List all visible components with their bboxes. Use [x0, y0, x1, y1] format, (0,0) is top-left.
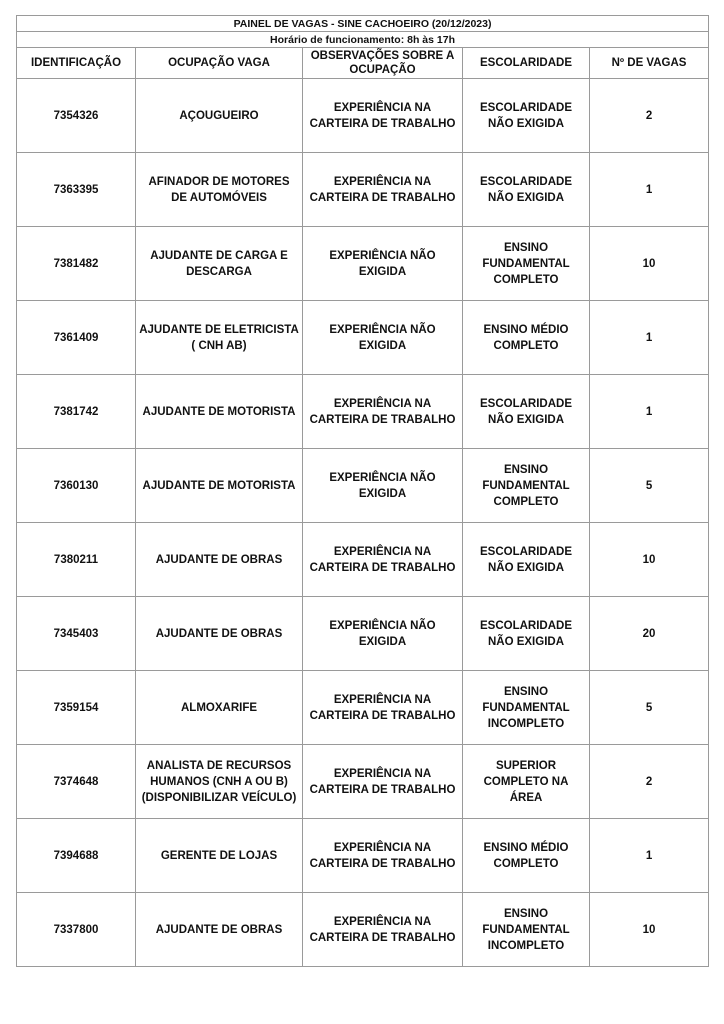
occupation: AJUDANTE DE OBRAS	[136, 597, 303, 671]
vacancy-count: 10	[590, 893, 709, 967]
vacancy-count: 5	[590, 449, 709, 523]
vacancy-id: 7381482	[17, 227, 136, 301]
table-body	[17, 79, 709, 967]
table-row	[17, 301, 709, 375]
education: ENSINO FUNDAMENTAL INCOMPLETO	[463, 893, 590, 967]
occupation: AFINADOR DE MOTORES DE AUTOMÓVEIS	[136, 153, 303, 227]
occupation: AJUDANTE DE OBRAS	[136, 523, 303, 597]
education: ESCOLARIDADE NÃO EXIGIDA	[463, 79, 590, 153]
education: ENSINO FUNDAMENTAL COMPLETO	[463, 449, 590, 523]
vacancy-id: 7345403	[17, 597, 136, 671]
education: SUPERIOR COMPLETO NA ÁREA	[463, 745, 590, 819]
observations: EXPERIÊNCIA NA CARTEIRA DE TRABALHO	[303, 819, 463, 893]
table-row	[17, 523, 709, 597]
occupation: AJUDANTE DE MOTORISTA	[136, 375, 303, 449]
column-header-education: ESCOLARIDADE	[463, 48, 590, 79]
observations: EXPERIÊNCIA NA CARTEIRA DE TRABALHO	[303, 671, 463, 745]
table-row	[17, 153, 709, 227]
vacancy-id: 7381742	[17, 375, 136, 449]
occupation: AJUDANTE DE CARGA E DESCARGA	[136, 227, 303, 301]
table-row	[17, 819, 709, 893]
vacancy-id: 7380211	[17, 523, 136, 597]
job-vacancies-table	[16, 15, 709, 967]
vacancy-id: 7337800	[17, 893, 136, 967]
table-row	[17, 745, 709, 819]
table-row	[17, 449, 709, 523]
table-row	[17, 893, 709, 967]
observations: EXPERIÊNCIA NÃO EXIGIDA	[303, 597, 463, 671]
education: ESCOLARIDADE NÃO EXIGIDA	[463, 153, 590, 227]
occupation: AJUDANTE DE MOTORISTA	[136, 449, 303, 523]
vacancy-id: 7354326	[17, 79, 136, 153]
column-header-occupation: OCUPAÇÃO VAGA	[136, 48, 303, 79]
education: ENSINO FUNDAMENTAL INCOMPLETO	[463, 671, 590, 745]
education: ENSINO MÉDIO COMPLETO	[463, 819, 590, 893]
observations: EXPERIÊNCIA NÃO EXIGIDA	[303, 449, 463, 523]
vacancy-id: 7361409	[17, 301, 136, 375]
vacancy-id: 7363395	[17, 153, 136, 227]
vacancy-count: 5	[590, 671, 709, 745]
vacancy-count: 2	[590, 745, 709, 819]
column-header-observations: OBSERVAÇÕES SOBRE A OCUPAÇÃO	[303, 48, 463, 79]
observations: EXPERIÊNCIA NÃO EXIGIDA	[303, 301, 463, 375]
vacancy-id: 7359154	[17, 671, 136, 745]
observations: EXPERIÊNCIA NA CARTEIRA DE TRABALHO	[303, 523, 463, 597]
education: ESCOLARIDADE NÃO EXIGIDA	[463, 375, 590, 449]
observations: EXPERIÊNCIA NA CARTEIRA DE TRABALHO	[303, 79, 463, 153]
table-row	[17, 671, 709, 745]
column-header-id: IDENTIFICAÇÃO	[17, 48, 136, 79]
panel-title: PAINEL DE VAGAS - SINE CACHOEIRO (20/12/2023)	[17, 16, 709, 32]
occupation: AÇOUGUEIRO	[136, 79, 303, 153]
table-row	[17, 79, 709, 153]
vacancy-id: 7394688	[17, 819, 136, 893]
observations: EXPERIÊNCIA NÃO EXIGIDA	[303, 227, 463, 301]
hours-row	[17, 32, 709, 48]
occupation: GERENTE DE LOJAS	[136, 819, 303, 893]
vacancy-count: 1	[590, 301, 709, 375]
education: ENSINO MÉDIO COMPLETO	[463, 301, 590, 375]
occupation: AJUDANTE DE ELETRICISTA ( CNH AB)	[136, 301, 303, 375]
occupation: ALMOXARIFE	[136, 671, 303, 745]
table-row	[17, 375, 709, 449]
occupation: AJUDANTE DE OBRAS	[136, 893, 303, 967]
title-row	[17, 16, 709, 32]
observations: EXPERIÊNCIA NA CARTEIRA DE TRABALHO	[303, 893, 463, 967]
table-row	[17, 227, 709, 301]
vacancy-count: 10	[590, 523, 709, 597]
observations: EXPERIÊNCIA NA CARTEIRA DE TRABALHO	[303, 375, 463, 449]
vacancy-count: 1	[590, 375, 709, 449]
vacancy-count: 1	[590, 153, 709, 227]
vacancy-id: 7360130	[17, 449, 136, 523]
observations: EXPERIÊNCIA NA CARTEIRA DE TRABALHO	[303, 153, 463, 227]
vacancy-count: 2	[590, 79, 709, 153]
observations: EXPERIÊNCIA NA CARTEIRA DE TRABALHO	[303, 745, 463, 819]
opening-hours: Horário de funcionamento: 8h às 17h	[17, 32, 709, 48]
vacancy-count: 10	[590, 227, 709, 301]
education: ESCOLARIDADE NÃO EXIGIDA	[463, 597, 590, 671]
table-row	[17, 597, 709, 671]
education: ENSINO FUNDAMENTAL COMPLETO	[463, 227, 590, 301]
vacancy-id: 7374648	[17, 745, 136, 819]
education: ESCOLARIDADE NÃO EXIGIDA	[463, 523, 590, 597]
vacancy-count: 1	[590, 819, 709, 893]
occupation: ANALISTA DE RECURSOS HUMANOS (CNH A OU B) (DISPONIBILIZAR VEÍCULO)	[136, 745, 303, 819]
column-header-vacancies: Nº DE VAGAS	[590, 48, 709, 79]
column-header-row	[17, 48, 709, 79]
vacancy-count: 20	[590, 597, 709, 671]
